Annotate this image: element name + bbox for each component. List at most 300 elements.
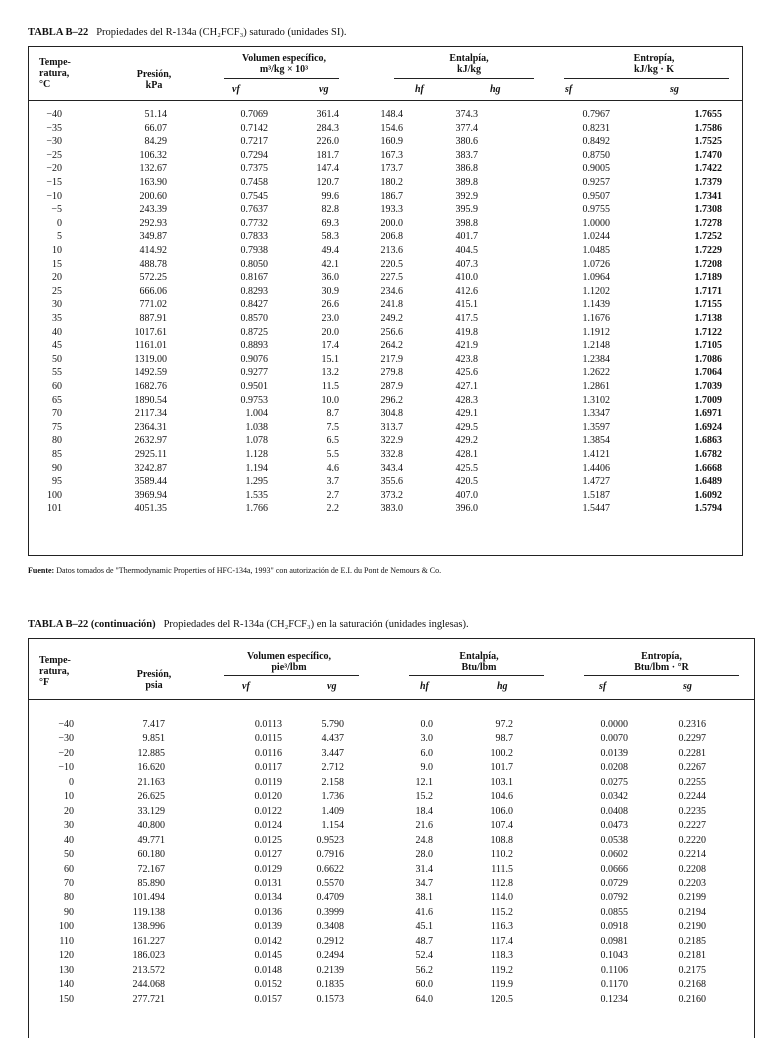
table1-header-entropy: Entropía, kJ/kg · K [633,53,675,75]
cell-temperature: −35 [46,122,62,134]
cell-pressure: 1890.54 [134,394,167,406]
cell-vg: 8.7 [326,408,339,420]
table-row [29,791,754,802]
cell-sg: 1.7586 [694,122,722,134]
cell-hf: 45.1 [415,921,433,933]
cell-temperature: 100 [59,921,74,933]
cell-sf: 0.1170 [600,979,628,991]
cell-vg: 0.3408 [316,921,344,933]
cell-hg: 423.8 [455,353,478,365]
cell-temperature: 85 [52,449,62,460]
table-row [29,340,742,351]
cell-sf: 0.0070 [600,733,628,745]
cell-hg: 115.2 [490,906,513,918]
cell-vg: 15.1 [321,353,339,365]
cell-vg: 4.437 [321,733,344,745]
cell-hg: 417.5 [455,313,478,324]
cell-sf: 0.1043 [600,950,628,962]
cell-sg: 1.7341 [694,190,722,202]
table-row [29,476,742,487]
cell-sg: 1.7655 [694,109,722,120]
cell-vg: 0.9523 [316,834,344,846]
cell-pressure: 243.39 [139,204,167,216]
table2-caption-label: TABLA B–22 (continuación) [28,619,156,630]
cell-temperature: −20 [58,747,74,759]
table-row [29,299,742,310]
cell-sf: 0.9257 [582,177,610,188]
cell-hg: 386.8 [455,163,478,175]
cell-vf: 0.0115 [254,733,282,745]
table1-caption-label: TABLA B–22 [28,27,89,38]
cell-pressure: 1161.01 [134,340,167,352]
cell-temperature: 30 [64,820,74,832]
cell-hf: 160.9 [380,136,403,148]
cell-vf: 0.8725 [240,326,268,338]
cell-temperature: 95 [52,476,62,488]
cell-pressure: 72.167 [137,863,165,875]
cell-hg: 120.5 [490,993,513,1005]
cell-vf: 0.7938 [240,245,268,256]
cell-pressure: 572.25 [139,272,167,284]
cell-hf: 256.6 [380,326,403,338]
table1-header-pressure: Presión, kPa [136,69,172,91]
cell-vg: 30.9 [321,285,339,297]
cell-vf: 0.0142 [254,935,282,947]
cell-sg: 1.7252 [694,231,722,243]
cell-sg: 0.2175 [678,964,706,976]
cell-vf: 1.194 [245,462,268,474]
cell-temperature: 0 [57,217,62,229]
cell-vg: 10.0 [321,394,339,406]
cell-vf: 0.0148 [254,964,282,976]
table-row [29,259,742,270]
cell-hg: 425.5 [455,462,478,474]
cell-sg: 1.6668 [694,462,722,474]
cell-hf: 52.4 [415,950,433,962]
cell-vf: 0.9501 [240,381,268,392]
table-row [29,177,742,188]
cell-vg: 361.4 [316,109,339,120]
cell-vf: 0.9277 [240,367,268,379]
cell-vf: 0.7732 [240,217,268,229]
table1-header-temperature: Tempe- ratura, °C [39,57,71,90]
cell-vf: 0.0113 [254,719,282,730]
cell-sf: 0.8492 [582,136,610,148]
table-row [29,733,754,744]
cell-vg: 7.5 [326,421,339,433]
cell-hf: 220.5 [380,258,403,270]
table-row [29,381,742,392]
table1-sub-vg: vg [319,84,329,95]
cell-sf: 0.0602 [600,849,628,861]
cell-vg: 226.0 [316,136,339,148]
cell-pressure: 26.625 [137,791,165,803]
cell-vf: 0.8893 [240,340,268,352]
cell-sg: 0.2255 [678,776,706,788]
cell-pressure: 16.620 [137,762,165,774]
cell-vf: 0.0136 [254,906,282,918]
cell-hg: 108.8 [490,834,513,846]
cell-hf: 41.6 [415,906,433,918]
cell-sg: 1.7155 [694,299,722,311]
cell-temperature: −25 [46,149,62,161]
cell-hf: 206.8 [380,231,403,243]
cell-hf: 186.7 [380,190,403,202]
cell-temperature: 101 [47,503,62,515]
cell-sf: 0.0918 [600,921,628,933]
table-row [29,849,754,860]
table-row [29,422,742,433]
cell-sf: 1.3102 [582,394,610,406]
cell-hg: 98.7 [495,733,513,745]
cell-hf: 332.8 [380,449,403,460]
cell-sg: 0.2281 [678,747,706,759]
table1-sub-hf: hf [415,84,424,95]
cell-vf: 0.8570 [240,313,268,324]
source-text: Datos tomados de "Thermodynamic Properties of HFC-134a, 1993" con autorización de E.I. du Pont de Nemours & Co. [56,566,442,575]
table-row [29,204,742,215]
cell-temperature: 80 [52,435,62,447]
cell-vg: 284.3 [316,122,339,134]
cell-vf: 0.7069 [240,109,268,120]
cell-pressure: 349.87 [139,231,167,243]
cell-sf: 1.0244 [582,231,610,243]
cell-vf: 1.128 [245,449,268,460]
cell-hg: 407.0 [455,489,478,501]
cell-sg: 0.2199 [678,892,706,904]
cell-vg: 3.447 [321,747,344,759]
cell-vg: 69.3 [321,217,339,229]
cell-hg: 374.3 [455,109,478,120]
cell-hf: 15.2 [415,791,433,803]
table1-caption-text: Propiedades del R-134a (CH₂FCF₃) saturado (unidades SI). [96,27,347,38]
cell-sg: 1.7189 [694,272,722,284]
cell-vg: 1.736 [321,791,344,803]
cell-vg: 58.3 [321,231,339,243]
cell-sf: 1.2384 [582,353,610,365]
cell-vf: 0.7458 [240,177,268,188]
table-row [29,835,754,846]
cell-temperature: 25 [52,285,62,297]
table2-caption [28,619,469,630]
cell-sf: 0.0792 [600,892,628,904]
cell-sg: 0.2208 [678,863,706,875]
cell-hf: 249.2 [380,313,403,324]
cell-hg: 429.5 [455,421,478,433]
table2-sub-vg: vg [327,681,337,692]
cell-vg: 20.0 [321,326,339,338]
cell-hf: 200.0 [380,217,403,229]
cell-hf: 313.7 [380,421,403,433]
cell-pressure: 101.494 [132,892,165,904]
cell-vf: 0.7833 [240,231,268,243]
cell-hf: 355.6 [380,476,403,488]
cell-hg: 119.2 [490,964,513,976]
cell-sg: 1.6092 [694,489,722,501]
cell-vg: 17.4 [321,340,339,352]
cell-temperature: 30 [52,299,62,311]
cell-hf: 38.1 [415,892,433,904]
cell-hg: 118.3 [490,950,513,962]
cell-vg: 23.0 [321,313,339,324]
table-row [29,395,742,406]
cell-vf: 0.9076 [240,353,268,365]
cell-hf: 343.4 [380,462,403,474]
cell-vg: 5.790 [321,719,344,730]
table-row [29,354,742,365]
cell-pressure: 213.572 [132,964,165,976]
cell-temperature: 120 [59,950,74,962]
cell-sg: 1.7105 [694,340,722,352]
cell-pressure: 60.180 [137,849,165,861]
cell-sg: 1.7379 [694,177,722,188]
cell-sg: 0.2181 [678,950,706,962]
table2-sub-sf: sf [599,681,607,692]
cell-vf: 0.0139 [254,921,282,933]
table2-caption-text: Propiedades del R-134a (CH₂FCF₃) en la saturación (unidades inglesas). [163,619,469,630]
cell-sf: 1.5187 [582,489,610,501]
table-row [29,503,742,514]
cell-sg: 1.7009 [694,394,722,406]
cell-pressure: 244.068 [132,979,165,991]
table-row [29,109,742,120]
cell-vf: 0.8050 [240,258,268,270]
cell-temperature: −5 [51,204,62,216]
cell-vg: 0.7916 [316,849,344,861]
cell-pressure: 3242.87 [134,462,167,474]
table-row [29,286,742,297]
cell-vg: 99.6 [321,190,339,202]
cell-sf: 0.0208 [600,762,628,774]
table1-sub-hg: hg [490,84,501,95]
cell-pressure: 666.06 [139,285,167,297]
cell-sg: 0.2235 [678,805,706,817]
cell-sf: 1.2622 [582,367,610,379]
cell-sf: 1.2148 [582,340,610,352]
cell-hf: 234.6 [380,285,403,297]
cell-vg: 26.6 [321,299,339,311]
cell-temperature: 130 [59,964,74,976]
table-row [29,367,742,378]
cell-pressure: 51.14 [144,109,167,120]
cell-hg: 112.8 [490,877,513,889]
cell-pressure: 21.163 [137,776,165,788]
cell-temperature: 65 [52,394,62,406]
table-row [29,936,754,947]
cell-vg: 2.158 [321,776,344,788]
cell-sf: 0.9005 [582,163,610,175]
cell-pressure: 277.721 [132,993,165,1005]
cell-vf: 1.038 [245,421,268,433]
cell-pressure: 887.91 [139,313,167,324]
cell-temperature: 80 [64,892,74,904]
cell-sf: 0.9507 [582,190,610,202]
cell-vg: 2.712 [321,762,344,774]
cell-sf: 1.0726 [582,258,610,270]
cell-hf: 6.0 [420,747,433,759]
cell-vf: 0.7294 [240,149,268,161]
cell-vg: 0.2912 [316,935,344,947]
cell-vg: 0.1573 [316,993,344,1005]
cell-sf: 0.0000 [600,719,628,730]
cell-sf: 1.2861 [582,381,610,392]
table-row [29,979,754,990]
cell-vf: 0.0117 [254,762,282,774]
cell-hg: 415.1 [455,299,478,311]
cell-sg: 1.7470 [694,149,722,161]
cell-pressure: 49.771 [137,834,165,846]
cell-hg: 114.0 [490,892,513,904]
table1-caption [28,27,346,38]
cell-vg: 5.5 [326,449,339,460]
cell-sg: 0.2185 [678,935,706,947]
cell-hg: 116.3 [490,921,513,933]
cell-sf: 0.7967 [582,109,610,120]
cell-hg: 428.1 [455,449,478,460]
cell-hf: 227.5 [380,272,403,284]
cell-temperature: 100 [47,489,62,501]
table-row [29,327,742,338]
cell-temperature: 40 [64,834,74,846]
cell-temperature: 40 [52,326,62,338]
cell-sf: 1.1202 [582,285,610,297]
cell-hf: 3.0 [420,733,433,745]
table1-source-note [28,566,441,575]
cell-vf: 0.7637 [240,204,268,216]
cell-pressure: 2117.34 [134,408,167,420]
cell-vg: 0.2494 [316,950,344,962]
cell-hf: 28.0 [415,849,433,861]
cell-vg: 181.7 [316,149,339,161]
cell-temperature: 35 [52,313,62,324]
cell-hf: 213.6 [380,245,403,256]
table-row [29,408,742,419]
cell-temperature: 70 [64,877,74,889]
table-row [29,878,754,889]
cell-hg: 377.4 [455,122,478,134]
cell-pressure: 186.023 [132,950,165,962]
table-row [29,748,754,759]
cell-vg: 11.5 [321,381,339,392]
cell-hf: 217.9 [380,353,403,365]
cell-hg: 401.7 [455,231,478,243]
cell-temperature: 10 [64,791,74,803]
cell-pressure: 292.93 [139,217,167,229]
cell-pressure: 771.02 [139,299,167,311]
cell-vf: 1.004 [245,408,268,420]
cell-sg: 1.7171 [694,285,722,297]
cell-hg: 380.6 [455,136,478,148]
cell-pressure: 1017.61 [134,326,167,338]
cell-sg: 1.7122 [694,326,722,338]
cell-sg: 1.7308 [694,204,722,216]
table-row [29,123,742,134]
cell-temperature: 60 [64,863,74,875]
cell-sf: 0.0855 [600,906,628,918]
table2-header-temperature: Tempe- ratura, °F [39,655,71,688]
cell-pressure: 4051.35 [134,503,167,515]
cell-pressure: 200.60 [139,190,167,202]
cell-vf: 1.535 [245,489,268,501]
cell-pressure: 2925.11 [134,449,167,460]
cell-sg: 1.6489 [694,476,722,488]
cell-temperature: 0 [69,776,74,788]
table2-sub-sg: sg [683,681,692,692]
cell-vg: 1.409 [321,805,344,817]
cell-pressure: 3589.44 [134,476,167,488]
cell-temperature: −15 [46,177,62,188]
cell-hf: 34.7 [415,877,433,889]
cell-sf: 0.0729 [600,877,628,889]
cell-temperature: 10 [52,245,62,256]
table-row [29,272,742,283]
source-label: Fuente: [28,566,55,575]
cell-temperature: 150 [59,993,74,1005]
cell-hf: 264.2 [380,340,403,352]
cell-hg: 429.2 [455,435,478,447]
cell-sf: 1.0000 [582,217,610,229]
cell-hg: 106.0 [490,805,513,817]
table2-header-volume: Volumen específico, pie³/lbm [246,651,332,673]
cell-hg: 396.0 [455,503,478,515]
table2-header-enthalpy: Entalpía, Btu/lbm [459,651,499,673]
cell-vf: 0.0134 [254,892,282,904]
table-row [29,449,742,460]
table-row [29,994,754,1005]
cell-sf: 0.0408 [600,805,628,817]
cell-sf: 0.0342 [600,791,628,803]
table2-header [29,639,754,703]
cell-vg: 6.5 [326,435,339,447]
cell-hf: 24.8 [415,834,433,846]
cell-sg: 1.7138 [694,313,722,324]
cell-sf: 1.4727 [582,476,610,488]
cell-hf: 21.6 [415,820,433,832]
cell-temperature: 90 [64,906,74,918]
cell-sf: 1.4406 [582,462,610,474]
cell-sg: 0.2203 [678,877,706,889]
cell-pressure: 106.32 [139,149,167,161]
table-row [29,136,742,147]
table1-sub-sf: sf [565,84,573,95]
table-row [29,950,754,961]
cell-hf: 383.0 [380,503,403,515]
cell-hf: 193.3 [380,204,403,216]
cell-pressure: 132.67 [139,163,167,175]
cell-sf: 1.3597 [582,421,610,433]
cell-hg: 425.6 [455,367,478,379]
cell-vf: 0.9753 [240,394,268,406]
cell-hf: 0.0 [420,719,433,730]
cell-sf: 0.0666 [600,863,628,875]
cell-temperature: 75 [52,421,62,433]
cell-temperature: 60 [52,381,62,392]
cell-vg: 4.6 [326,462,339,474]
cell-sg: 1.7525 [694,136,722,148]
cell-pressure: 1492.59 [134,367,167,379]
cell-vg: 49.4 [321,245,339,256]
cell-pressure: 163.90 [139,177,167,188]
cell-sg: 0.2194 [678,906,706,918]
cell-hf: 173.7 [380,163,403,175]
table1-header-enthalpy: Entalpía, kJ/kg [449,53,489,75]
cell-hg: 407.3 [455,258,478,270]
table-row [29,435,742,446]
cell-temperature: −20 [46,163,62,175]
cell-hg: 103.1 [490,776,513,788]
cell-hg: 410.0 [455,272,478,284]
cell-vg: 0.6622 [316,863,344,875]
